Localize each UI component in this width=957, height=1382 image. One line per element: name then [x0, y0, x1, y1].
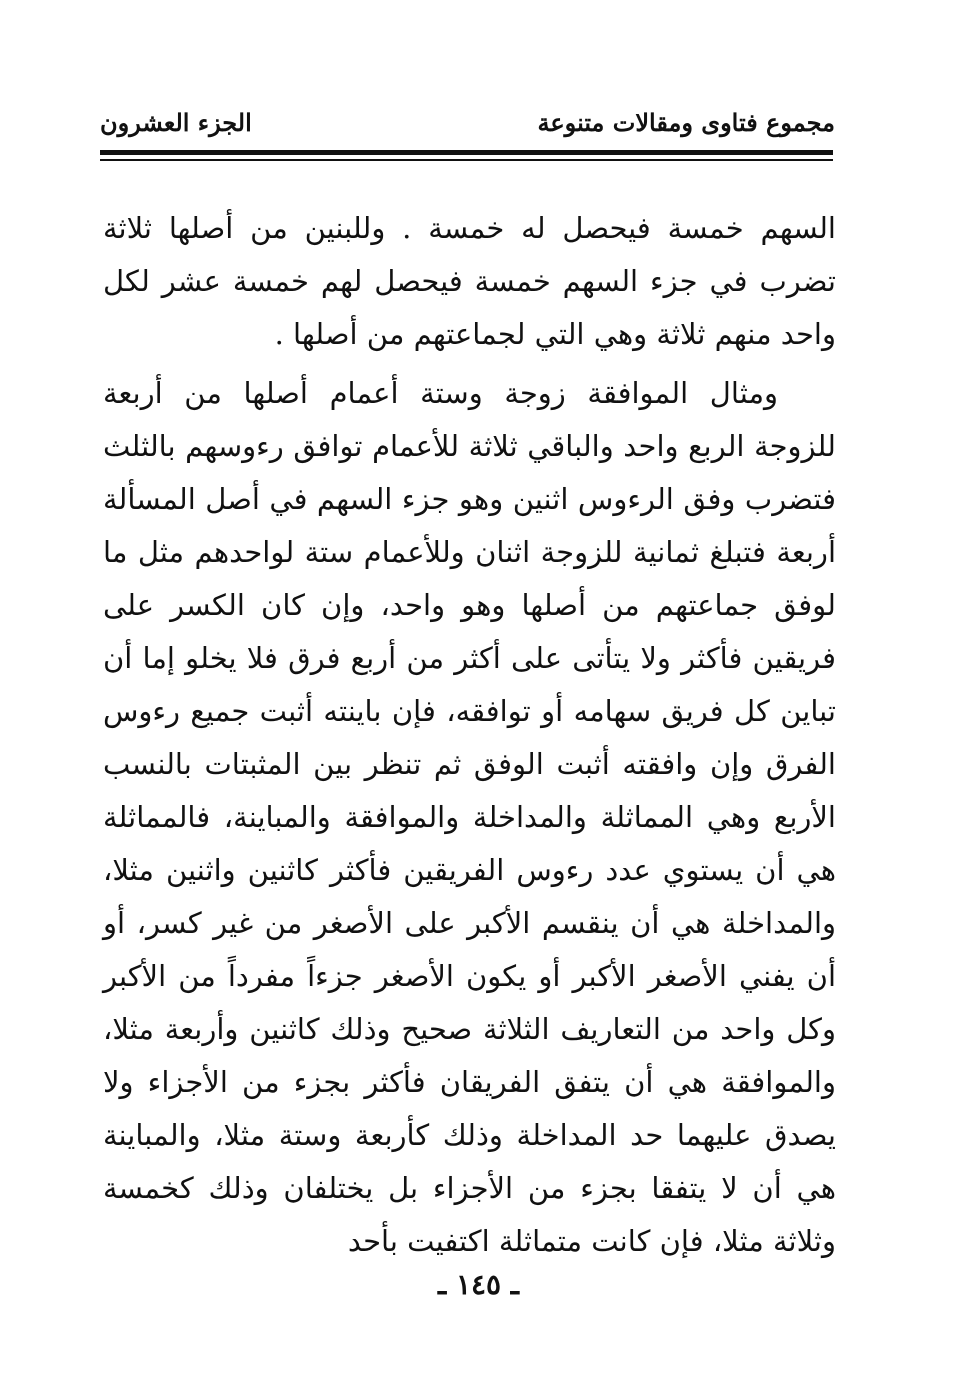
- body-text: [103, 202, 836, 1268]
- running-header: [100, 108, 835, 144]
- paragraph-continuation: السهم خمسة فيحصل له خمسة . وللبنين من أصلها ثلاثة تضرب في جزء السهم خمسة فيحصل لهم خمسة عشر لكل واحد منهم ثلاثة وهي التي لجماعتهم من أصلها .: [103, 211, 836, 351]
- volume-label: الجزء العشرون: [100, 108, 252, 137]
- paragraph-example: ومثال الموافقة زوجة وستة أعمام أصلها من أربعة للزوجة الربع واحد والباقي ثلاثة للأعمام توافق رءوسهم بالثلث فتضرب وفق الرءوس اثنين وهو جزء السهم في أصل المسألة أربعة فتبلغ ثمانية للزوجة اثنان وللأعمام ستة لواحدهم مثل ما لوفق جماعتهم من أصلها وهو واحد، وإن كان الكسر على فريقين فأكثر ولا يتأتى على أكثر من أربع فرق فلا يخلو إما أن تباين كل فريق سهامه أو توافقه، فإن باينته أثبت جميع رءوس الفرق وإن وافقته أثبت الوفق ثم تنظر بين المثبتات بالنسب الأربع وهي المماثلة والمداخلة والموافقة والمباينة، فالمماثلة هي أن يستوي عدد رءوس الفريقين فأكثر كاثنين واثنين مثلا، والمداخلة هي أن ينقسم الأكبر على الأصغر من غير كسر، أو أن يفني الأصغر الأكبر أو يكون الأصغر جزءاً مفرداً من الأكبر وكل واحد من التعاريف الثلاثة صحيح وذلك كاثنين وأربعة مثلا، والموافقة هي أن يتفق الفريقان فأكثر بجزء من الأجزاء ولا يصدق عليهما حد المداخلة وذلك كأربعة وستة مثلا، والمباينة هي أن لا يتفقا بجزء من الأجزاء بل يختلفان وذلك كخمسة وثلاثة مثلا، فإن كانت متماثلة اكتفيت بأحد: [103, 376, 836, 1258]
- page-number: ـ ١٤٥ ـ: [437, 1268, 520, 1301]
- book-title: مجموع فتاوى ومقالات متنوعة: [537, 108, 835, 137]
- header-rule-thin: [100, 159, 833, 161]
- header-rule-thick: [100, 150, 833, 155]
